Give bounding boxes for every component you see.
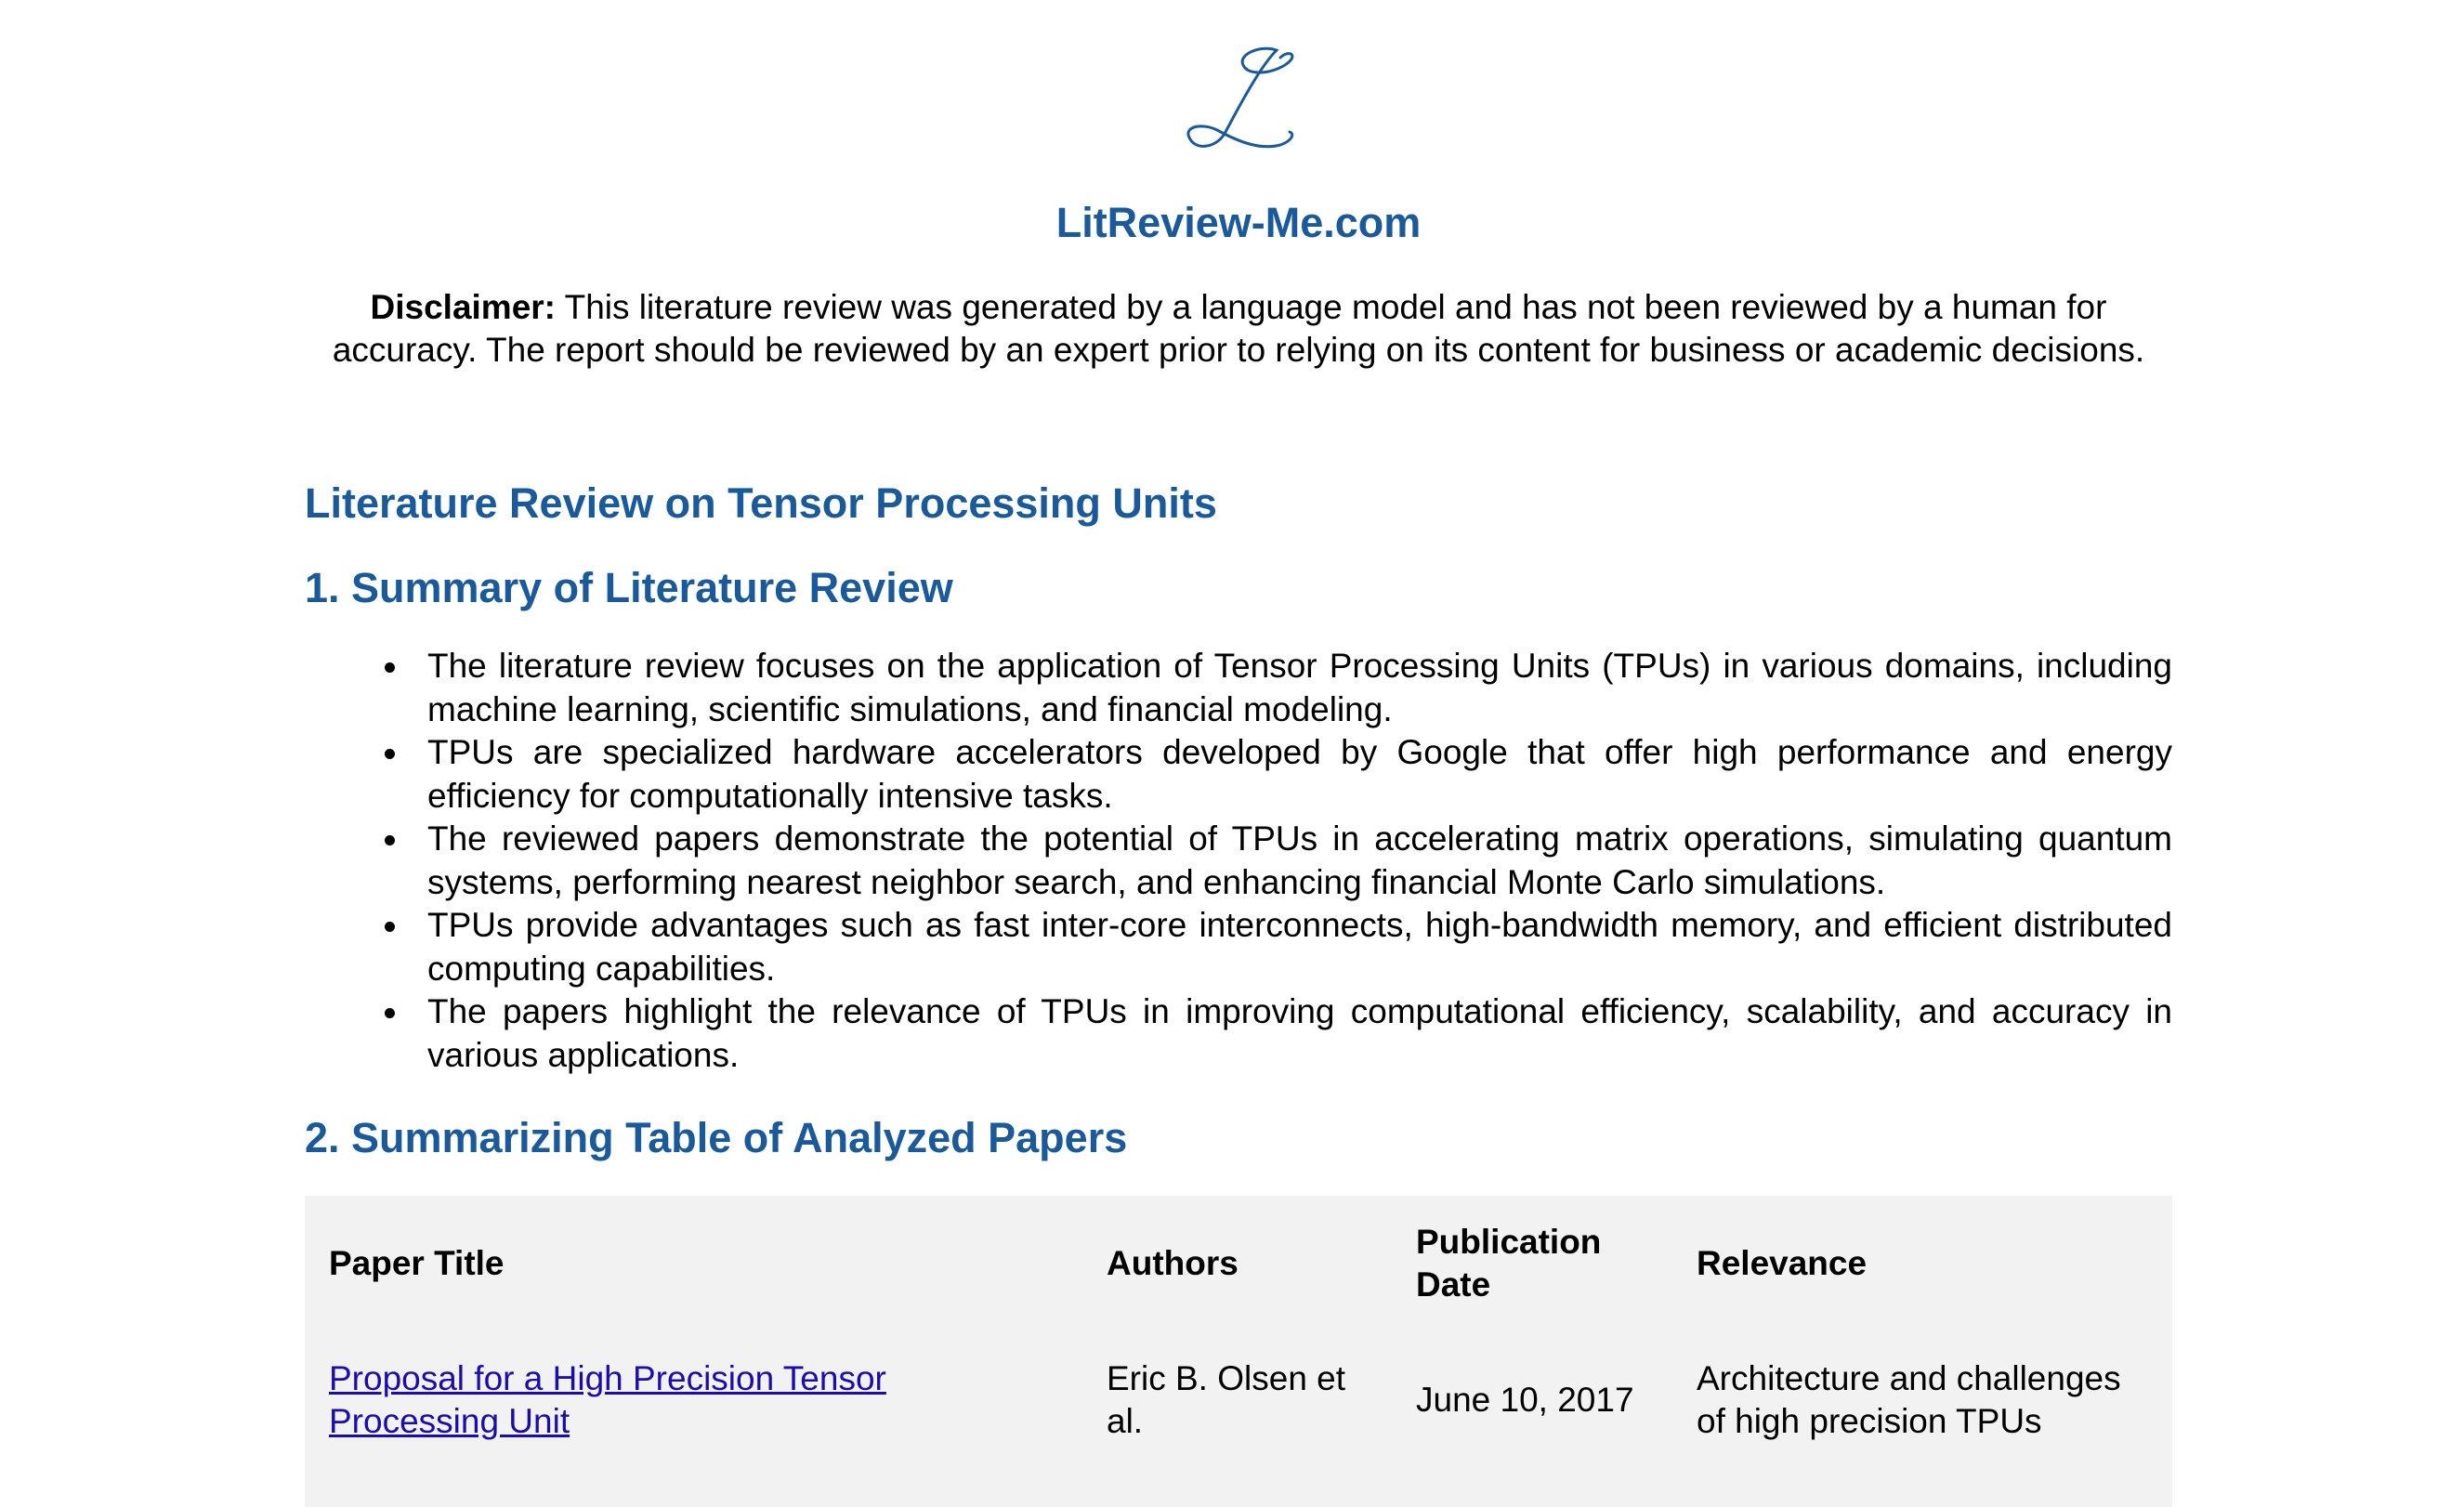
header-paper-title: Paper Title (329, 1244, 505, 1282)
disclaimer (305, 286, 2172, 372)
list-item: The reviewed papers demonstrate the potential of TPUs in accelerating matrix operations, simulating quantum systems, performing nearest neighbor search, and enhancing financial Monte Carlo simulations. (427, 818, 2172, 904)
disclaimer-text: This literature review was generated by a language model and has not been reviewed by a human for accuracy. The report should be reviewed by an expert prior to relying on its content for business or academic decisions. (332, 288, 2145, 369)
review-title: Literature Review on Tensor Processing Units (305, 479, 1217, 527)
header-publication-date: Publication Date (1416, 1223, 1602, 1304)
header-authors: Authors (1107, 1244, 1239, 1282)
list-item: The literature review focuses on the application of Tensor Processing Units (TPUs) in various domains, including machine learning, scientific simulations, and financial modeling. (427, 645, 2172, 731)
list-item: The papers highlight the relevance of TPUs in improving computational efficiency, scalability, and accuracy in various applications. (427, 990, 2172, 1077)
paper-title-link[interactable]: Proposal for a High Precision Tensor Processing Unit (329, 1359, 886, 1440)
header-relevance: Relevance (1697, 1244, 1868, 1282)
section-table-heading: 2. Summarizing Table of Analyzed Papers (305, 1114, 1128, 1161)
section-summary-heading: 1. Summary of Literature Review (305, 564, 953, 611)
site-name: LitReview-Me.com (1055, 199, 1422, 246)
list-item: TPUs provide advantages such as fast inter-core interconnects, high-bandwidth memory, and efficient distributed computing capabilities. (427, 904, 2172, 990)
site-logo (1171, 37, 1310, 158)
cell-paper-title (305, 1331, 1082, 1469)
list-item: TPUs are specialized hardware accelerators developed by Google that offer high performance and energy efficiency for computationally intensive tasks. (427, 731, 2172, 818)
papers-table (305, 1196, 2172, 1469)
summary-list (305, 645, 2172, 1077)
disclaimer-label: Disclaimer: (370, 288, 557, 326)
cell-authors: Eric B. Olsen et al. (1107, 1359, 1346, 1440)
table-header-row (305, 1196, 2172, 1331)
cell-publication-date: June 10, 2017 (1416, 1381, 1634, 1419)
table-row (305, 1331, 2172, 1469)
cell-relevance: Architecture and challenges of high precision TPUs (1697, 1359, 2121, 1440)
script-l-logo-icon (1171, 37, 1310, 158)
papers-table-container (305, 1196, 2172, 1507)
